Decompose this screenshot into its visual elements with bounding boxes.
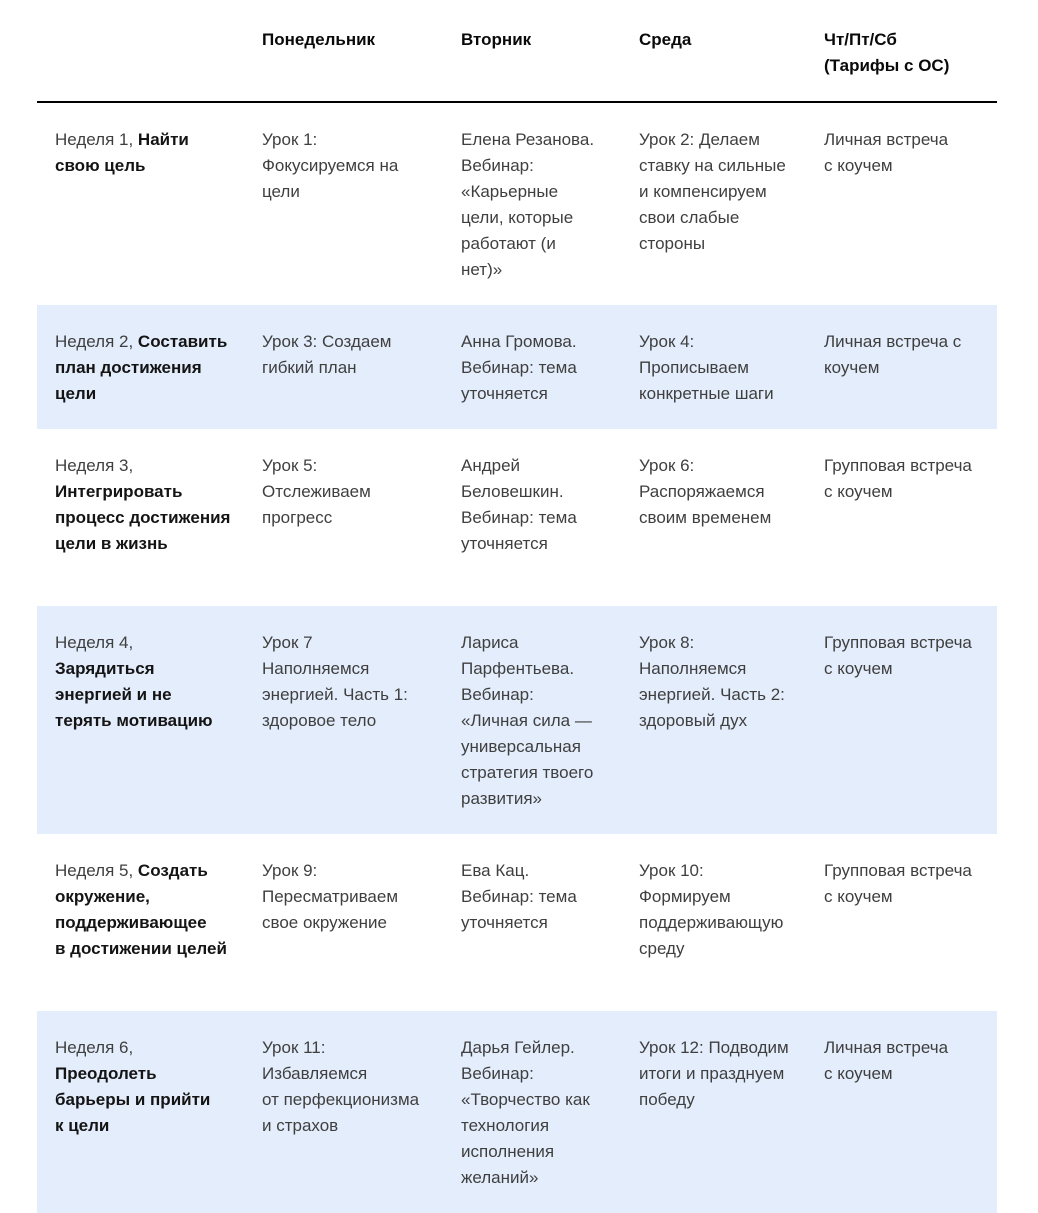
week-label: Неделя 4, — [55, 633, 134, 652]
column-header-empty — [37, 0, 262, 101]
tuesday-cell: Анна Громова. Вебинар: тема уточняется — [461, 332, 577, 403]
week-goal: Найти свою цель — [55, 130, 189, 175]
table-row-week-4 — [37, 606, 997, 834]
week-goal: Интегрировать процесс достижения цели в жизнь — [55, 482, 231, 553]
table-row-week-2 — [37, 305, 997, 429]
table-header-row — [37, 0, 997, 103]
coach-meeting-cell: Групповая встреча с коучем — [824, 633, 972, 678]
week-cell — [37, 834, 262, 1011]
week-cell — [37, 103, 262, 305]
week-goal: Преодолеть барьеры и прийти к цели — [55, 1064, 211, 1135]
monday-cell: Урок 3: Создаем гибкий план — [262, 332, 392, 377]
table-row-week-5 — [37, 834, 997, 1011]
wednesday-cell: Урок 8: Наполняемся энергией. Часть 2: здоровый дух — [639, 633, 785, 730]
week-label: Неделя 5, — [55, 861, 138, 880]
table-row-week-3 — [37, 429, 997, 606]
tuesday-cell: Ева Кац. Вебинар: тема уточняется — [461, 861, 577, 932]
column-header-tuesday: Вторник — [461, 30, 532, 49]
coach-meeting-cell: Личная встреча с коучем — [824, 332, 962, 377]
monday-cell: Урок 7 Наполняемся энергией. Часть 1: здоровое тело — [262, 633, 408, 730]
table-row-week-1 — [37, 103, 997, 305]
week-goal: Создать окружение, поддерживающее в достижении целей — [55, 861, 227, 958]
column-header-thu-fri-sat: Чт/Пт/Сб (Тарифы с ОС) — [824, 30, 950, 75]
week-label: Неделя 1, — [55, 130, 138, 149]
wednesday-cell: Урок 6: Распоряжаемся своим временем — [639, 456, 772, 527]
column-header-monday: Понедельник — [262, 30, 376, 49]
wednesday-cell: Урок 10: Формируем поддерживающую среду — [639, 861, 784, 958]
week-goal: Зарядиться энергией и не терять мотивацию — [55, 659, 213, 730]
wednesday-cell: Урок 2: Делаем ставку на сильные и компенсируем свои слабые стороны — [639, 130, 786, 253]
week-cell — [37, 606, 262, 834]
tuesday-cell: Елена Резанова. Вебинар: «Карьерные цели, которые работают (и нет)» — [461, 130, 595, 279]
monday-cell: Урок 11: Избавляемся от перфекционизма и страхов — [262, 1038, 420, 1135]
week-goal: Составить план достижения цели — [55, 332, 228, 403]
tuesday-cell: Лариса Парфентьева. Вебинар: «Личная сила — универсальная стратегия твоего развития» — [461, 633, 594, 808]
week-cell — [37, 305, 262, 429]
monday-cell: Урок 9: Пересматриваем свое окружение — [262, 861, 399, 932]
column-header-wednesday: Среда — [639, 30, 692, 49]
coach-meeting-cell: Групповая встреча с коучем — [824, 456, 972, 501]
coach-meeting-cell: Личная встреча с коучем — [824, 1038, 949, 1083]
tuesday-cell: Андрей Беловешкин. Вебинар: тема уточняется — [461, 456, 577, 553]
wednesday-cell: Урок 4: Прописываем конкретные шаги — [639, 332, 774, 403]
tuesday-cell: Дарья Гейлер. Вебинар: «Творчество как технология исполнения желаний» — [461, 1038, 590, 1187]
week-cell — [37, 429, 262, 606]
monday-cell: Урок 5: Отслеживаем прогресс — [262, 456, 371, 527]
table-row-week-6 — [37, 1011, 997, 1213]
wednesday-cell: Урок 12: Подводим итоги и празднуем победу — [639, 1038, 789, 1109]
week-label: Неделя 2, — [55, 332, 138, 351]
coach-meeting-cell: Личная встреча с коучем — [824, 130, 949, 175]
week-label: Неделя 3, — [55, 456, 134, 475]
coach-meeting-cell: Групповая встреча с коучем — [824, 861, 972, 906]
monday-cell: Урок 1: Фокусируемся на цели — [262, 130, 399, 201]
week-label: Неделя 6, — [55, 1038, 134, 1057]
week-cell — [37, 1011, 262, 1213]
course-schedule-table — [37, 0, 997, 1213]
